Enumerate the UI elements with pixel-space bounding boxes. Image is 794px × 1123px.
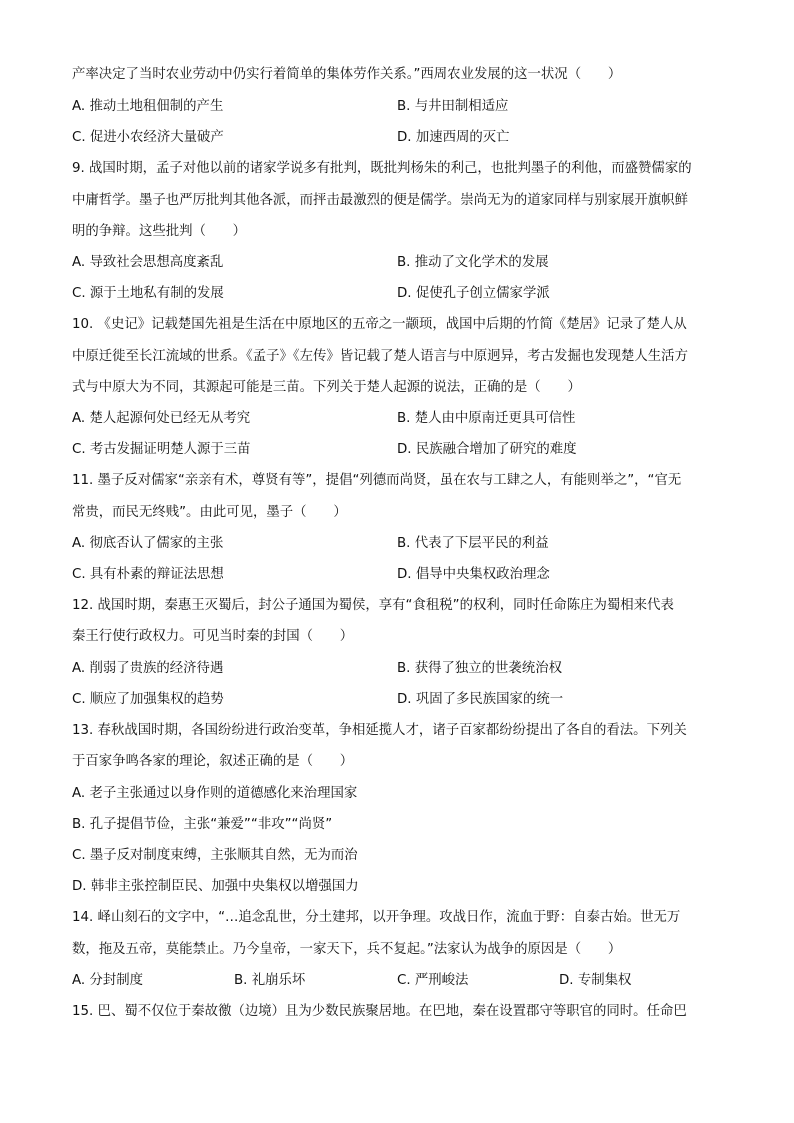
q9-stem-line: 中庸哲学。墨子也严厉批判其他各派，而抨击最激烈的便是儒学。崇尚无为的道家同样与别家展开旗帜鲜 bbox=[72, 193, 688, 208]
q9-option-a: A. 导致社会思想高度紊乱 bbox=[72, 255, 224, 270]
q10-options-row bbox=[72, 410, 722, 428]
q10-options-row bbox=[72, 441, 722, 459]
q8-options-row bbox=[72, 98, 722, 116]
q9-options-row bbox=[72, 285, 722, 303]
q12-options-row bbox=[72, 660, 722, 678]
q14-stem-line: 数，拖及五帝，莫能禁止。乃今皇帝，一家天下，兵不复起。”法家认为战争的原因是（ ） bbox=[72, 942, 622, 957]
q11-stem-line: 11. 墨子反对儒家“亲亲有术，尊贤有等”，提倡“列德而尚贤，虽在农与工肆之人，有能则举之”，“官无 bbox=[72, 473, 682, 488]
q11-stem-line: 常贵，而民无终贱”。由此可见，墨子（ ） bbox=[72, 505, 347, 520]
q12-option-a: A. 削弱了贵族的经济待遇 bbox=[72, 661, 224, 676]
q10-option-a: A. 楚人起源何处已经无从考究 bbox=[72, 411, 251, 426]
q8-options-row bbox=[72, 129, 722, 147]
q12-option-d: D. 巩固了多民族国家的统一 bbox=[397, 692, 564, 707]
q11-options-row bbox=[72, 566, 722, 584]
q13-option-a: A. 老子主张通过以身作则的道德感化来治理国家 bbox=[72, 786, 358, 801]
q11-option-b: B. 代表了下层平民的利益 bbox=[397, 536, 549, 551]
q8-option-b: B. 与井田制相适应 bbox=[397, 99, 509, 114]
q12-stem-line: 秦王行使行政权力。可见当时秦的封国（ ） bbox=[72, 629, 354, 644]
q14-options-row bbox=[72, 972, 722, 990]
q14-option-a: A. 分封制度 bbox=[72, 973, 143, 988]
q14-option-b: B. 礼崩乐坏 bbox=[234, 973, 306, 988]
q10-stem-line: 中原迁徙至长江流域的世系。《孟子》《左传》皆记载了楚人语言与中原迥异，考古发掘也发现楚人生活方 bbox=[72, 349, 688, 364]
q10-stem-line: 式与中原大为不同，其源起可能是三苗。下列关于楚人起源的说法，正确的是（ ） bbox=[72, 380, 581, 395]
q12-option-c: C. 顺应了加强集权的趋势 bbox=[72, 692, 224, 707]
q11-option-d: D. 倡导中央集权政治理念 bbox=[397, 567, 550, 582]
q9-option-b: B. 推动了文化学术的发展 bbox=[397, 255, 549, 270]
q8-option-c: C. 促进小农经济大量破产 bbox=[72, 130, 224, 145]
q10-option-d: D. 民族融合增加了研究的难度 bbox=[397, 442, 577, 457]
q15-stem-line: 15. 巴、蜀不仅位于秦故徼（边境）且为少数民族聚居地。在巴地，秦在设置郡守等职官的同时。任命巴 bbox=[72, 1004, 687, 1019]
q12-stem-line: 12. 战国时期，秦惠王灭蜀后，封公子通国为蜀侯，享有“食租税”的权利，同时任命陈庄为蜀相来代表 bbox=[72, 598, 674, 613]
q13-stem-line: 13. 春秋战国时期，各国纷纷进行政治变革，争相延揽人才，诸子百家都纷纷提出了各自的看法。下列关 bbox=[72, 723, 687, 738]
q12-options-row bbox=[72, 691, 722, 709]
q9-options-row bbox=[72, 254, 722, 272]
q11-option-a: A. 彻底否认了儒家的主张 bbox=[72, 536, 224, 551]
q9-option-c: C. 源于土地私有制的发展 bbox=[72, 286, 224, 301]
q13-option-b: B. 孔子提倡节俭，主张“兼爱”“非攻”“尚贤” bbox=[72, 817, 333, 832]
q13-stem-line: 于百家争鸣各家的理论，叙述正确的是（ ） bbox=[72, 754, 354, 769]
q14-stem-line: 14. 峄山刻石的文字中，“…追念乱世，分土建邦，以开争理。攻战日作，流血于野：自泰古始。世无万 bbox=[72, 910, 681, 925]
q10-option-c: C. 考古发掘证明楚人源于三苗 bbox=[72, 442, 251, 457]
q9-stem-line: 9. 战国时期，孟子对他以前的诸家学说多有批判，既批判杨朱的利己，也批判墨子的利他，而盛赞儒家的 bbox=[72, 161, 692, 176]
q8-option-d: D. 加速西周的灭亡 bbox=[397, 130, 510, 145]
q10-option-b: B. 楚人由中原南迁更具可信性 bbox=[397, 411, 576, 426]
q10-stem-line: 10. 《史记》记载楚国先祖是生活在中原地区的五帝之一颛顼，战国中后期的竹简《楚居》记录了楚人从 bbox=[72, 317, 687, 332]
q9-option-d: D. 促使孔子创立儒家学派 bbox=[397, 286, 550, 301]
q8-stem-line: 产率决定了当时农业劳动中仍实行着简单的集体劳作关系。”西周农业发展的这一状况（ ） bbox=[72, 67, 622, 82]
q11-option-c: C. 具有朴素的辩证法思想 bbox=[72, 567, 224, 582]
q13-option-d: D. 韩非主张控制臣民、加强中央集权以增强国力 bbox=[72, 879, 359, 894]
q9-stem-line: 明的争辩。这些批判（ ） bbox=[72, 224, 247, 239]
q13-option-c: C. 墨子反对制度束缚，主张顺其自然，无为而治 bbox=[72, 848, 358, 863]
q8-option-a: A. 推动土地租佃制的产生 bbox=[72, 99, 224, 114]
q14-option-d: D. 专制集权 bbox=[559, 973, 632, 988]
q12-option-b: B. 获得了独立的世袭统治权 bbox=[397, 661, 562, 676]
q11-options-row bbox=[72, 535, 722, 553]
q14-option-c: C. 严刑峻法 bbox=[397, 973, 469, 988]
